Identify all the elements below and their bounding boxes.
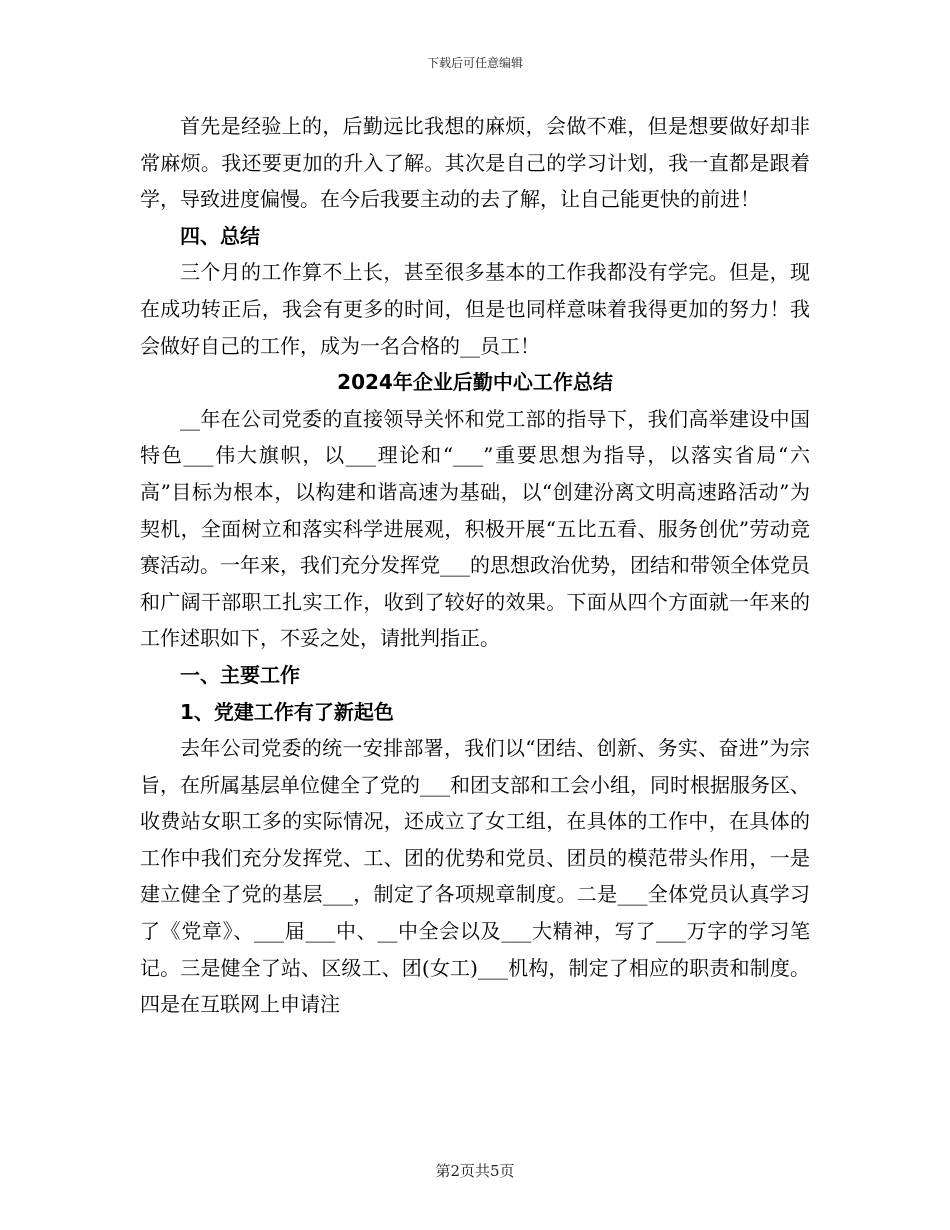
paragraph-summary: 三个月的工作算不上长，甚至很多基本的工作我都没有学完。但是，现在成功转正后，我会有更多的时间，但是也同样意味着我得更加的努力！我会做好自己的工作，成为一名合格的__员工！ [140,260,810,358]
paragraph-intro: __年在公司党委的直接领导关怀和党工部的指导下，我们高举建设中国特色___伟大旗帜，以___理论和“___”重要思想为指导，以落实省局“六高”目标为根本，以构建和谐高速为基础，以“创建汾离文明高速路活动”为契机，全面树立和落实科学进展观，积极开展“五比五看、服务创优”劳动竞赛活动。一年来，我们充分发挥党___的思想政治优势，团结和带领全体党员和广阔干部职工扎实工作，收到了较好的效果。下面从四个方面就一年来的工作述职如下，不妥之处，请批判指正。 [140,406,810,651]
section-heading-main-work: 一、主要工作 [180,662,300,687]
document-title: 2024年企业后勤中心工作总结 [337,370,613,395]
document-body [140,108,810,1023]
page-footer: 第2页共5页 [435,1162,515,1180]
section-heading-summary: 四、总结 [180,223,260,248]
subsection-heading-party-building: 1、党建工作有了新起色 [180,699,394,724]
page-header: 下载后可任意编辑 [426,56,523,70]
paragraph-experience: 首先是经验上的，后勤远比我想的麻烦，会做不难，但是想要做好却非常麻烦。我还要更加的升入了解。其次是自己的学习计划，我一直都是跟着学，导致进度偏慢。在今后我要主动的去了解，让自己能更快的前进！ [140,114,810,212]
paragraph-party-building: 去年公司党委的统一安排部署，我们以“团结、创新、务实、奋进”为宗旨，在所属基层单位健全了党的___和团支部和工会小组，同时根据服务区、收费站女职工多的实际情况，还成立了女工组，在具体的工作中，在具体的工作中我们充分发挥党、工、团的优势和党员、团员的模范带头作用，一是建立健全了党的基层___，制定了各项规章制度。二是___全体党员认真学习了《党章》、___届___中、__中全会以及___大精神，写了___万字的学习笔记。三是健全了站、区级工、团(女工)___机构，制定了相应的职责和制度。四是在互联网上申请注 [140,736,810,1017]
